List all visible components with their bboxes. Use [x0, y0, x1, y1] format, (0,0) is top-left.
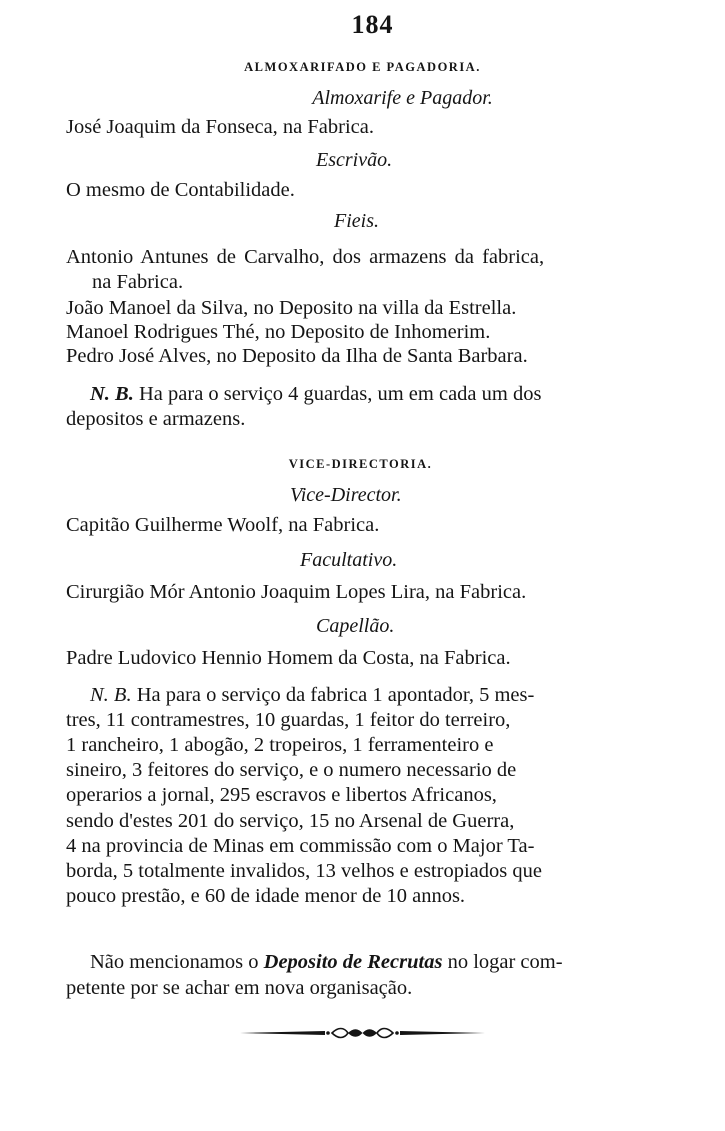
facultativo-entry: Cirurgião Mór Antonio Joaquim Lopes Lira, na Fabrica. — [66, 581, 527, 603]
role-escrivao: Escrivão. — [316, 149, 393, 171]
nota-bene-text: sendo d'estes 201 do serviço, 15 no Arsenal de Guerra, — [66, 810, 515, 832]
footnote-emphasis: Deposito de Recrutas — [263, 951, 443, 973]
page-number: 184 — [351, 10, 394, 39]
role-almoxarife: Almoxarife e Pagador. — [312, 87, 493, 109]
nota-bene-1-line — [90, 384, 541, 405]
section-heading-almoxarifado: ALMOXARIFADO E PAGADORIA. — [244, 60, 481, 74]
ornamental-divider — [240, 1026, 485, 1040]
role-facultativo: Facultativo. — [300, 549, 398, 571]
nota-bene-text: sineiro, 3 feitores do serviço, e o numero necessario de — [66, 759, 517, 781]
almoxarife-entry: José Joaquim da Fonseca, na Fabrica. — [66, 116, 374, 138]
fiel-entry-continuation: na Fabrica. — [92, 271, 184, 293]
role-fieis: Fieis. — [334, 210, 379, 232]
nota-bene-text: pouco prestão, e 60 de idade menor de 10 annos. — [66, 885, 466, 907]
nota-bene-2-line — [90, 685, 534, 706]
nota-bene-text: borda, 5 totalmente invalidos, 13 velhos e estropiados que — [66, 860, 542, 882]
nota-bene-text: Ha para o serviço 4 guardas, um em cada um dos — [138, 383, 542, 405]
nota-bene-text: 1 rancheiro, 1 abogão, 2 tropeiros, 1 ferramenteiro e — [66, 734, 494, 756]
escrivao-entry: O mesmo de Contabilidade. — [66, 179, 295, 201]
role-capellao: Capellão. — [316, 615, 395, 637]
fiel-entry: João Manoel da Silva, no Deposito na villa da Estrella. — [66, 297, 517, 319]
fiel-entry: Antonio Antunes de Carvalho, dos armazens da fabrica, — [66, 246, 545, 268]
nota-bene-text: tres, 11 contramestres, 10 guardas, 1 feitor do terreiro, — [66, 709, 511, 731]
footnote-text: petente por se achar em nova organisação. — [66, 977, 413, 999]
footnote-text: no logar com- — [442, 951, 563, 973]
nota-bene-text: depositos e armazens. — [66, 408, 246, 430]
footnote-text: Não mencionamos o — [90, 951, 264, 973]
fiel-entry: Pedro José Alves, no Deposito da Ilha de Santa Barbara. — [66, 345, 528, 367]
nota-bene-label: N. B. — [90, 383, 134, 405]
nota-bene-text: Ha para o serviço da fabrica 1 apontador, 5 mes- — [136, 684, 535, 706]
nota-bene-label: N. B. — [90, 684, 132, 706]
role-vice-director: Vice-Director. — [290, 484, 402, 506]
capellao-entry: Padre Ludovico Hennio Homem da Costa, na Fabrica. — [66, 647, 511, 669]
section-heading-vice-directoria: VICE-DIRECTORIA. — [288, 457, 433, 471]
nota-bene-text: operarios a jornal, 295 escravos e libertos Africanos, — [66, 784, 497, 806]
nota-bene-text: 4 na provincia de Minas em commissão com o Major Ta- — [66, 835, 535, 857]
footnote-line — [90, 952, 563, 973]
vice-director-entry: Capitão Guilherme Woolf, na Fabrica. — [66, 514, 380, 536]
fiel-entry: Manoel Rodrigues Thé, no Deposito de Inhomerim. — [66, 321, 491, 343]
